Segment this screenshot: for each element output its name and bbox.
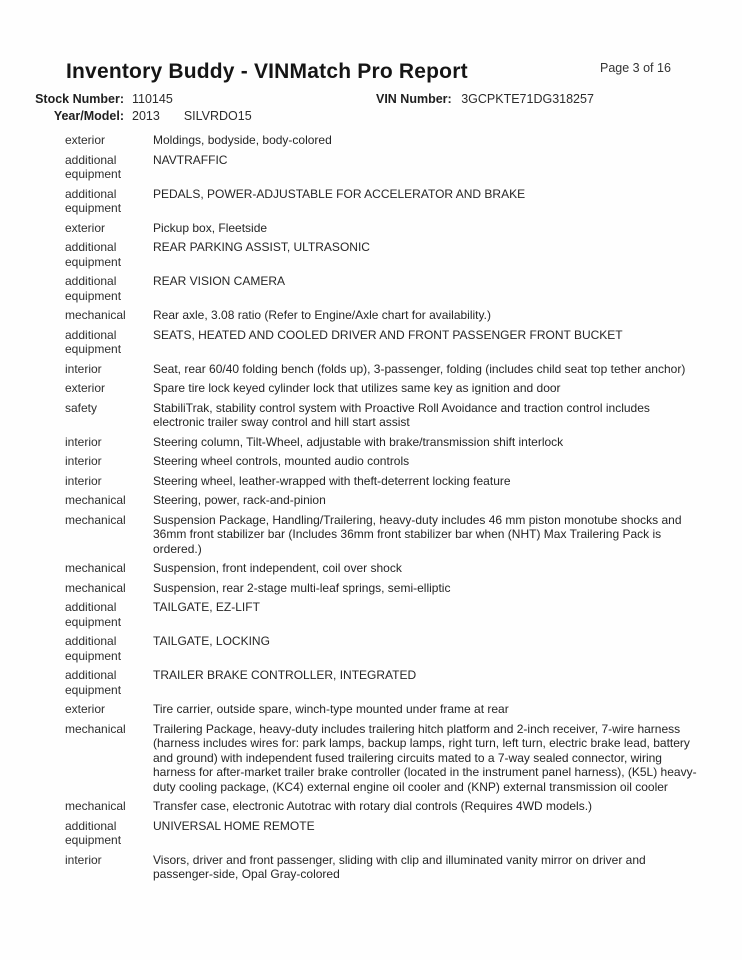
equipment-row [65, 702, 705, 717]
equipment-description: REAR VISION CAMERA [153, 274, 286, 288]
equipment-category: interior [65, 454, 102, 468]
equipment-description: NAVTRAFFIC [153, 152, 228, 167]
equipment-category: additional equipment [65, 818, 122, 847]
equipment-category: additional equipment [65, 152, 122, 181]
equipment-row [65, 133, 705, 148]
equipment-description: Pickup box, Fleetside [153, 220, 268, 235]
equipment-row [65, 221, 705, 236]
page-title: Inventory Buddy - VINMatch Pro Report [66, 60, 468, 83]
equipment-category: safety [65, 400, 98, 415]
equipment-category: mechanical [65, 799, 126, 813]
equipment-category: exterior [65, 381, 106, 395]
stock-number-row [0, 91, 742, 108]
equipment-row [65, 454, 705, 469]
equipment-category: interior [65, 473, 102, 488]
equipment-description: Suspension, front independent, coil over shock [153, 561, 402, 575]
equipment-description: StabiliTrak, stability control system with Proactive Roll Avoidance and traction control includes electronic trailer sway control and hill start assist [153, 400, 650, 429]
equipment-row [65, 493, 705, 508]
vin-value: 3GCPKTE71DG318257 [461, 92, 594, 106]
year-model-row [0, 108, 742, 125]
equipment-category: interior [65, 434, 102, 449]
equipment-category: exterior [65, 702, 106, 716]
equipment-description: Transfer case, electronic Autotrac with rotary dial controls (Requires 4WD models.) [153, 799, 593, 813]
equipment-description: PEDALS, POWER-ADJUSTABLE FOR ACCELERATOR AND BRAKE [153, 186, 526, 201]
vin-label: VIN Number: [376, 92, 452, 106]
equipment-row [65, 153, 705, 182]
equipment-category: additional equipment [65, 600, 122, 629]
equipment-description: TRAILER BRAKE CONTROLLER, INTEGRATED [153, 668, 417, 682]
equipment-category: additional equipment [65, 634, 122, 663]
equipment-description: Seat, rear 60/40 folding bench (folds up), 3-passenger, folding (includes child seat top tether anchor) [153, 361, 686, 376]
equipment-category: mechanical [65, 493, 126, 507]
equipment-description: Steering wheel controls, mounted audio controls [153, 454, 410, 468]
stock-number-label: Stock Number: [35, 92, 124, 106]
equipment-row [65, 722, 705, 795]
equipment-description: Tire carrier, outside spare, winch-type mounted under frame at rear [153, 702, 509, 716]
equipment-category: exterior [65, 133, 106, 147]
equipment-description: SEATS, HEATED AND COOLED DRIVER AND FRONT PASSENGER FRONT BUCKET [153, 327, 623, 342]
equipment-row [65, 381, 705, 396]
equipment-category: additional equipment [65, 186, 122, 215]
equipment-row [65, 328, 705, 357]
equipment-row [65, 581, 705, 596]
equipment-description: Steering wheel, leather-wrapped with theft-deterrent locking feature [153, 473, 511, 488]
equipment-row [65, 474, 705, 489]
equipment-category: additional equipment [65, 240, 122, 269]
equipment-row [65, 435, 705, 450]
equipment-category: additional equipment [65, 327, 122, 356]
equipment-row [65, 634, 705, 663]
equipment-category: interior [65, 852, 102, 867]
year-value: 2013 [132, 109, 160, 123]
report-meta [0, 91, 742, 125]
equipment-row [65, 401, 705, 430]
equipment-table [65, 133, 705, 887]
equipment-description: TAILGATE, EZ-LIFT [153, 600, 260, 614]
equipment-description: Spare tire lock keyed cylinder lock that utilizes same key as ignition and door [153, 381, 561, 395]
equipment-row [65, 561, 705, 576]
equipment-row [65, 240, 705, 269]
equipment-row [65, 274, 705, 303]
equipment-description: Rear axle, 3.08 ratio (Refer to Engine/Axle chart for availability.) [153, 308, 491, 322]
equipment-row [65, 853, 705, 882]
equipment-category: mechanical [65, 561, 126, 575]
equipment-category: mechanical [65, 580, 126, 595]
equipment-row [65, 362, 705, 377]
stock-number-value: 110145 [132, 92, 173, 106]
equipment-category: mechanical [65, 512, 126, 527]
equipment-category: additional equipment [65, 274, 122, 303]
equipment-row [65, 799, 705, 814]
vin-group [376, 91, 594, 108]
equipment-description: Trailering Package, heavy-duty includes trailering hitch platform and 2-inch receiver, 7-wire harness (harness includes wires for: park lamps, backup lamps, right turn, left turn, electric brake lead, battery and ground) with independent fused trailering circuits mated to a 7-way sealed connector, wiring harness for after-market trailer brake controller (located in the instrument panel harness), (K5L) heavy-duty cooling package, (KC4) external engine oil cooler and (KNP) external transmission oil cooler [153, 721, 697, 794]
equipment-row [65, 819, 705, 848]
equipment-row [65, 668, 705, 697]
equipment-row [65, 187, 705, 216]
equipment-description: UNIVERSAL HOME REMOTE [153, 818, 315, 833]
equipment-description: TAILGATE, LOCKING [153, 634, 270, 648]
equipment-row [65, 308, 705, 323]
equipment-category: mechanical [65, 721, 126, 736]
equipment-category: additional equipment [65, 668, 122, 697]
equipment-category: interior [65, 361, 102, 376]
equipment-description: Suspension, rear 2-stage multi-leaf springs, semi-elliptic [153, 580, 451, 595]
equipment-description: Steering column, Tilt-Wheel, adjustable with brake/transmission shift interlock [153, 434, 564, 449]
equipment-description: Suspension Package, Handling/Trailering, heavy-duty includes 46 mm piston monotube shocks and 36mm front stabilizer bar (Includes 36mm front stabilizer bar when (NHT) Max Trailering Pack is ordered.) [153, 512, 682, 556]
page-number: Page 3 of 16 [600, 61, 671, 75]
equipment-category: exterior [65, 220, 106, 235]
equipment-description: REAR PARKING ASSIST, ULTRASONIC [153, 240, 370, 254]
equipment-description: Visors, driver and front passenger, sliding with clip and illuminated vanity mirror on driver and passenger-side, Opal Gray-colored [153, 852, 646, 881]
equipment-category: mechanical [65, 308, 126, 322]
model-value: SILVRDO15 [183, 109, 252, 123]
equipment-row [65, 600, 705, 629]
equipment-description: Moldings, bodyside, body-colored [153, 133, 332, 147]
equipment-row [65, 513, 705, 557]
equipment-description: Steering, power, rack-and-pinion [153, 493, 326, 507]
year-model-label: Year/Model: [53, 109, 124, 123]
